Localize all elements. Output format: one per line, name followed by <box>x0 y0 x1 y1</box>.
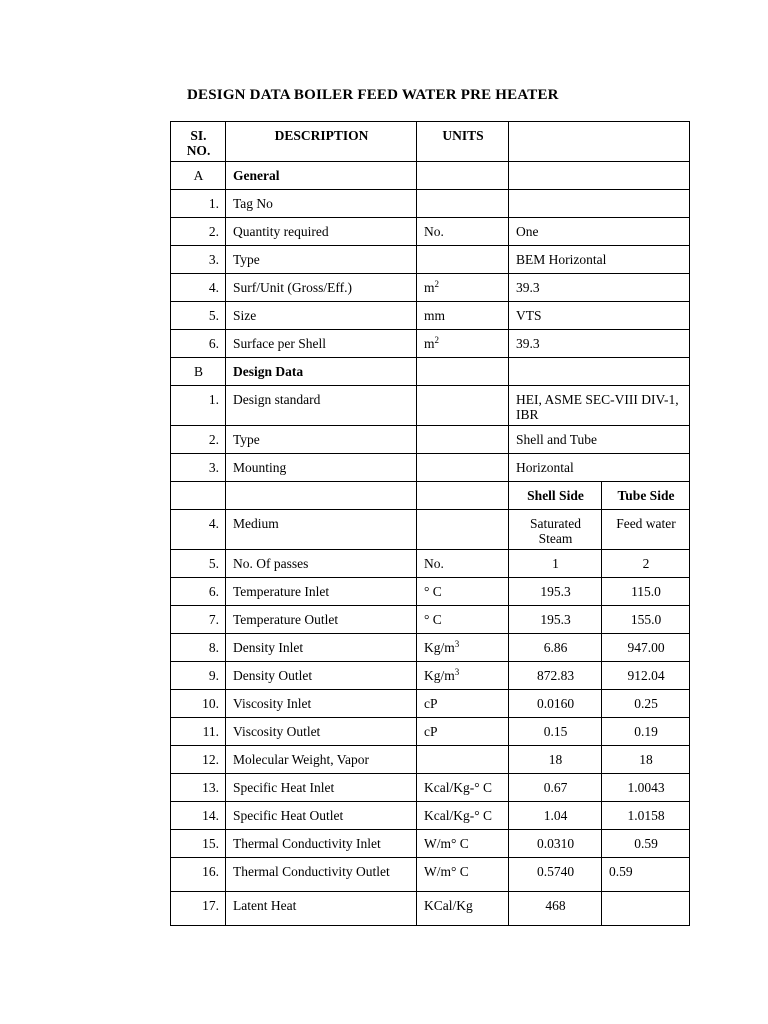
tube-side-value: 155.0 <box>602 606 690 634</box>
table-row <box>171 302 690 330</box>
section-label: Design Data <box>226 358 417 386</box>
unit-text: cP <box>424 696 438 711</box>
row-number: 15. <box>171 830 226 858</box>
row-description: Mounting <box>226 454 417 482</box>
tube-side-header: Tube Side <box>602 482 690 510</box>
row-description: Tag No <box>226 190 417 218</box>
units-cell <box>417 218 509 246</box>
document-title: DESIGN DATA BOILER FEED WATER PRE HEATER <box>187 87 559 103</box>
row-number: 1. <box>171 386 226 426</box>
unit-text: mm <box>424 308 446 323</box>
row-description: Medium <box>226 510 417 550</box>
row-number: 5. <box>171 302 226 330</box>
units-cell <box>417 386 509 426</box>
table-row <box>171 746 690 774</box>
row-description: Type <box>226 246 417 274</box>
shell-side-value: 872.83 <box>509 662 602 690</box>
row-description: Surface per Shell <box>226 330 417 358</box>
tube-side-value: 0.59 <box>602 830 690 858</box>
tube-side-value: 947.00 <box>602 634 690 662</box>
table-row <box>171 274 690 302</box>
shell-side-value: 18 <box>509 746 602 774</box>
shell-side-value: Saturated Steam <box>509 510 602 550</box>
unit-superscript: 2 <box>434 335 440 345</box>
row-number: 2. <box>171 426 226 454</box>
row-number: 4. <box>171 510 226 550</box>
table-row <box>171 426 690 454</box>
tube-side-value: 18 <box>602 746 690 774</box>
row-value: BEM Horizontal <box>509 246 690 274</box>
unit-superscript: 3 <box>454 639 460 649</box>
table-row <box>171 606 690 634</box>
empty-cell <box>417 358 509 386</box>
units-cell <box>417 246 509 274</box>
section-row-general <box>171 162 690 190</box>
table-row <box>171 454 690 482</box>
unit-text: No. <box>424 224 444 239</box>
units-cell <box>417 330 509 358</box>
empty-cell <box>417 482 509 510</box>
unit-text: Kcal/Kg-° C <box>424 780 493 795</box>
shell-side-value: 468 <box>509 892 602 926</box>
header-value <box>509 122 690 162</box>
row-number: 13. <box>171 774 226 802</box>
table-row <box>171 892 690 926</box>
row-number: 9. <box>171 662 226 690</box>
units-cell <box>417 550 509 578</box>
units-cell <box>417 274 509 302</box>
row-number: 3. <box>171 246 226 274</box>
unit-text: W/m° C <box>424 864 469 879</box>
units-cell <box>417 830 509 858</box>
row-value: 39.3 <box>509 330 690 358</box>
unit-text: W/m° C <box>424 836 469 851</box>
row-number: 8. <box>171 634 226 662</box>
row-number: 14. <box>171 802 226 830</box>
table-row <box>171 330 690 358</box>
row-value: VTS <box>509 302 690 330</box>
row-number: 6. <box>171 330 226 358</box>
units-cell <box>417 662 509 690</box>
tube-side-value: 912.04 <box>602 662 690 690</box>
row-value: Shell and Tube <box>509 426 690 454</box>
row-number: 17. <box>171 892 226 926</box>
shell-side-header: Shell Side <box>509 482 602 510</box>
row-description: Latent Heat <box>226 892 417 926</box>
row-value: One <box>509 218 690 246</box>
units-cell <box>417 718 509 746</box>
header-sl-no: SI. NO. <box>171 122 226 162</box>
empty-cell <box>509 358 690 386</box>
units-cell <box>417 302 509 330</box>
section-id: B <box>171 358 226 386</box>
row-description: Viscosity Inlet <box>226 690 417 718</box>
unit-text: Kg/m <box>424 640 455 655</box>
table-row <box>171 662 690 690</box>
row-number: 5. <box>171 550 226 578</box>
tube-side-value: 1.0158 <box>602 802 690 830</box>
empty-cell <box>417 162 509 190</box>
units-cell <box>417 606 509 634</box>
tube-side-value: 2 <box>602 550 690 578</box>
unit-text: ° C <box>424 584 442 599</box>
table-row <box>171 858 690 892</box>
row-value: 39.3 <box>509 274 690 302</box>
header-units: UNITS <box>417 122 509 162</box>
row-description: Size <box>226 302 417 330</box>
units-cell <box>417 190 509 218</box>
row-description: Temperature Inlet <box>226 578 417 606</box>
section-row-design-data <box>171 358 690 386</box>
design-data-table <box>170 121 690 926</box>
units-cell <box>417 858 509 892</box>
unit-superscript: 3 <box>454 667 460 677</box>
row-description: Specific Heat Outlet <box>226 802 417 830</box>
shell-side-value: 0.5740 <box>509 858 602 892</box>
section-id: A <box>171 162 226 190</box>
unit-text: No. <box>424 556 444 571</box>
row-number: 16. <box>171 858 226 892</box>
shell-side-value: 0.0160 <box>509 690 602 718</box>
row-description: Thermal Conductivity Outlet <box>226 858 417 892</box>
row-description: Type <box>226 426 417 454</box>
table-row <box>171 218 690 246</box>
units-cell <box>417 892 509 926</box>
row-value <box>509 190 690 218</box>
tube-side-value: 1.0043 <box>602 774 690 802</box>
shell-side-value: 0.67 <box>509 774 602 802</box>
units-cell <box>417 454 509 482</box>
unit-text: Kcal/Kg-° C <box>424 808 493 823</box>
unit-text: KCal/Kg <box>424 898 473 913</box>
table-row <box>171 634 690 662</box>
units-cell <box>417 426 509 454</box>
units-cell <box>417 690 509 718</box>
tube-side-value: 0.59 <box>602 858 690 892</box>
tube-side-value: 115.0 <box>602 578 690 606</box>
row-number: 6. <box>171 578 226 606</box>
units-cell <box>417 802 509 830</box>
shell-side-value: 195.3 <box>509 606 602 634</box>
table-row <box>171 246 690 274</box>
table-row <box>171 774 690 802</box>
table-row <box>171 830 690 858</box>
unit-text: cP <box>424 724 438 739</box>
unit-text: m <box>424 280 435 295</box>
table-row <box>171 386 690 426</box>
row-description: Density Inlet <box>226 634 417 662</box>
tube-side-value <box>602 892 690 926</box>
units-cell <box>417 578 509 606</box>
table-row <box>171 802 690 830</box>
row-number: 10. <box>171 690 226 718</box>
section-label: General <box>226 162 417 190</box>
row-value: HEI, ASME SEC-VIII DIV-1, IBR <box>509 386 690 426</box>
row-description: No. Of passes <box>226 550 417 578</box>
row-value: Horizontal <box>509 454 690 482</box>
row-description: Quantity required <box>226 218 417 246</box>
row-description: Specific Heat Inlet <box>226 774 417 802</box>
tube-side-value: 0.25 <box>602 690 690 718</box>
units-cell <box>417 634 509 662</box>
row-number: 4. <box>171 274 226 302</box>
shell-side-value: 6.86 <box>509 634 602 662</box>
row-number: 3. <box>171 454 226 482</box>
row-number: 1. <box>171 190 226 218</box>
table-row <box>171 578 690 606</box>
unit-text: Kg/m <box>424 668 455 683</box>
table-row <box>171 510 690 550</box>
table-row <box>171 190 690 218</box>
row-number: 12. <box>171 746 226 774</box>
shell-side-value: 195.3 <box>509 578 602 606</box>
row-number: 11. <box>171 718 226 746</box>
shell-side-value: 0.0310 <box>509 830 602 858</box>
empty-cell <box>509 162 690 190</box>
row-description: Density Outlet <box>226 662 417 690</box>
shell-side-value: 1.04 <box>509 802 602 830</box>
unit-superscript: 2 <box>434 279 440 289</box>
row-description: Design standard <box>226 386 417 426</box>
header-row <box>171 122 690 162</box>
table-row <box>171 690 690 718</box>
row-description: Temperature Outlet <box>226 606 417 634</box>
table-row <box>171 550 690 578</box>
unit-text: m <box>424 336 435 351</box>
row-description: Molecular Weight, Vapor <box>226 746 417 774</box>
tube-side-value: Feed water <box>602 510 690 550</box>
table-row <box>171 718 690 746</box>
row-description: Viscosity Outlet <box>226 718 417 746</box>
empty-cell <box>226 482 417 510</box>
empty-cell <box>171 482 226 510</box>
row-description: Surf/Unit (Gross/Eff.) <box>226 274 417 302</box>
header-description: DESCRIPTION <box>226 122 417 162</box>
shell-side-value: 1 <box>509 550 602 578</box>
side-header-row <box>171 482 690 510</box>
row-number: 7. <box>171 606 226 634</box>
units-cell <box>417 510 509 550</box>
shell-side-value: 0.15 <box>509 718 602 746</box>
tube-side-value: 0.19 <box>602 718 690 746</box>
units-cell <box>417 774 509 802</box>
unit-text: ° C <box>424 612 442 627</box>
units-cell <box>417 746 509 774</box>
row-description: Thermal Conductivity Inlet <box>226 830 417 858</box>
row-number: 2. <box>171 218 226 246</box>
